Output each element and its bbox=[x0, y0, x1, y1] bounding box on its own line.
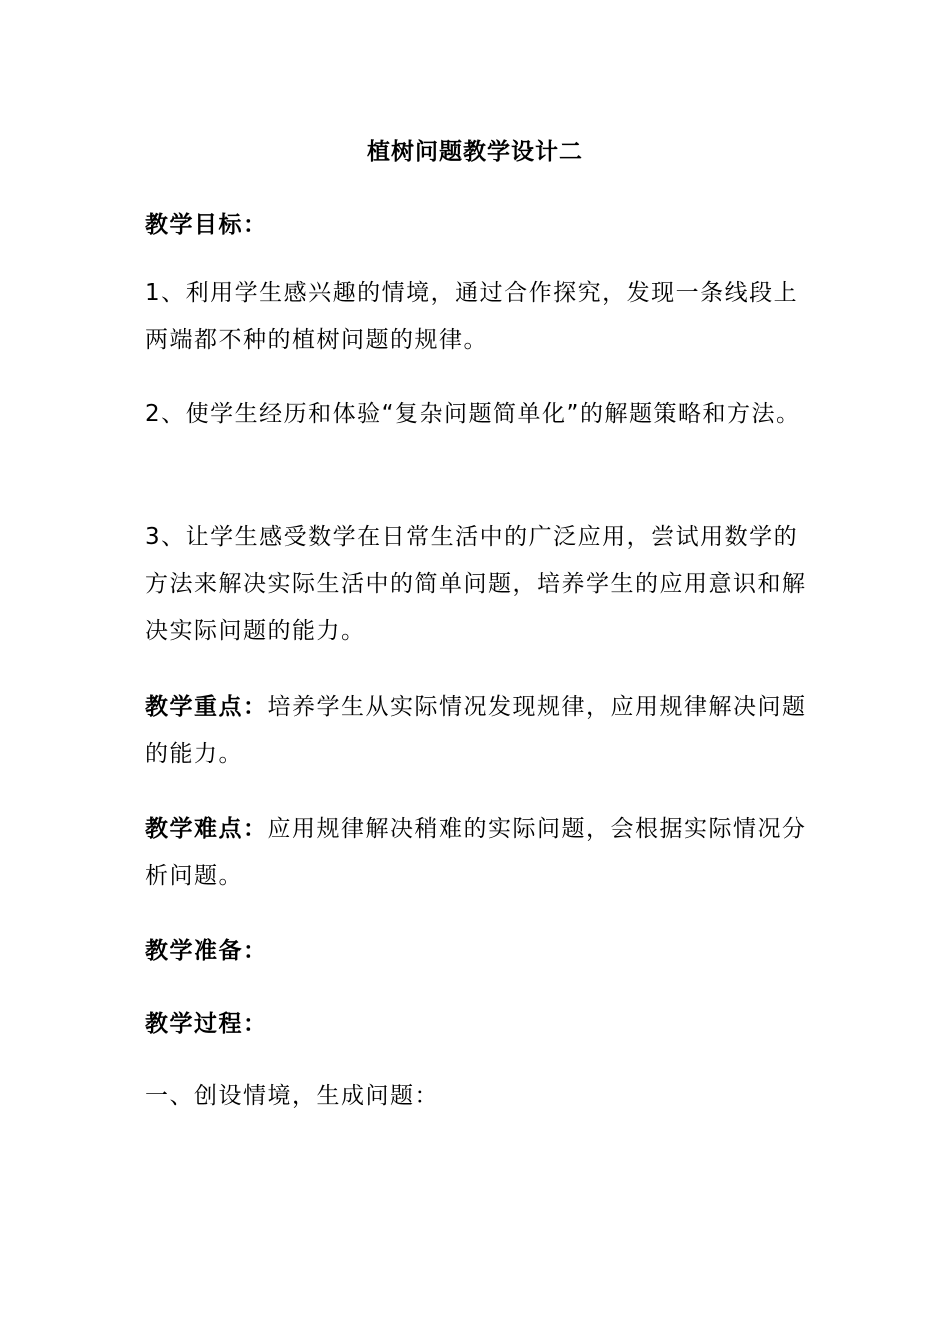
key-point-label: 教学重点： bbox=[145, 694, 268, 720]
key-point-text: 培养学生从实际情况发现规律，应用规律解决问题的能力。 bbox=[145, 694, 807, 767]
process-heading: 教学过程： bbox=[145, 1011, 268, 1037]
objectives-heading: 教学目标： bbox=[145, 212, 268, 238]
objective-1: 1、利用学生感兴趣的情境，通过合作探究，发现一条线段上两端都不种的植树问题的规律。 bbox=[145, 280, 799, 353]
section-1-heading: 一、创设情境，生成问题： bbox=[145, 1083, 439, 1109]
preparation-heading: 教学准备： bbox=[145, 938, 268, 964]
document-title: 植树问题教学设计二 bbox=[367, 139, 583, 165]
difficulty-paragraph bbox=[145, 806, 810, 900]
objective-3: 3、让学生感受数学在日常生活中的广泛应用，尝试用数学的方法来解决实际生活中的简单问题，培养学生的应用意识和解决实际问题的能力。 bbox=[145, 524, 807, 644]
key-point-paragraph bbox=[145, 684, 810, 778]
objective-2: 2、使学生经历和体验“复杂问题简单化”的解题策略和方法。 bbox=[145, 401, 801, 427]
difficulty-text: 应用规律解决稍难的实际问题，会根据实际情况分析问题。 bbox=[145, 816, 807, 889]
difficulty-label: 教学难点： bbox=[145, 816, 268, 842]
